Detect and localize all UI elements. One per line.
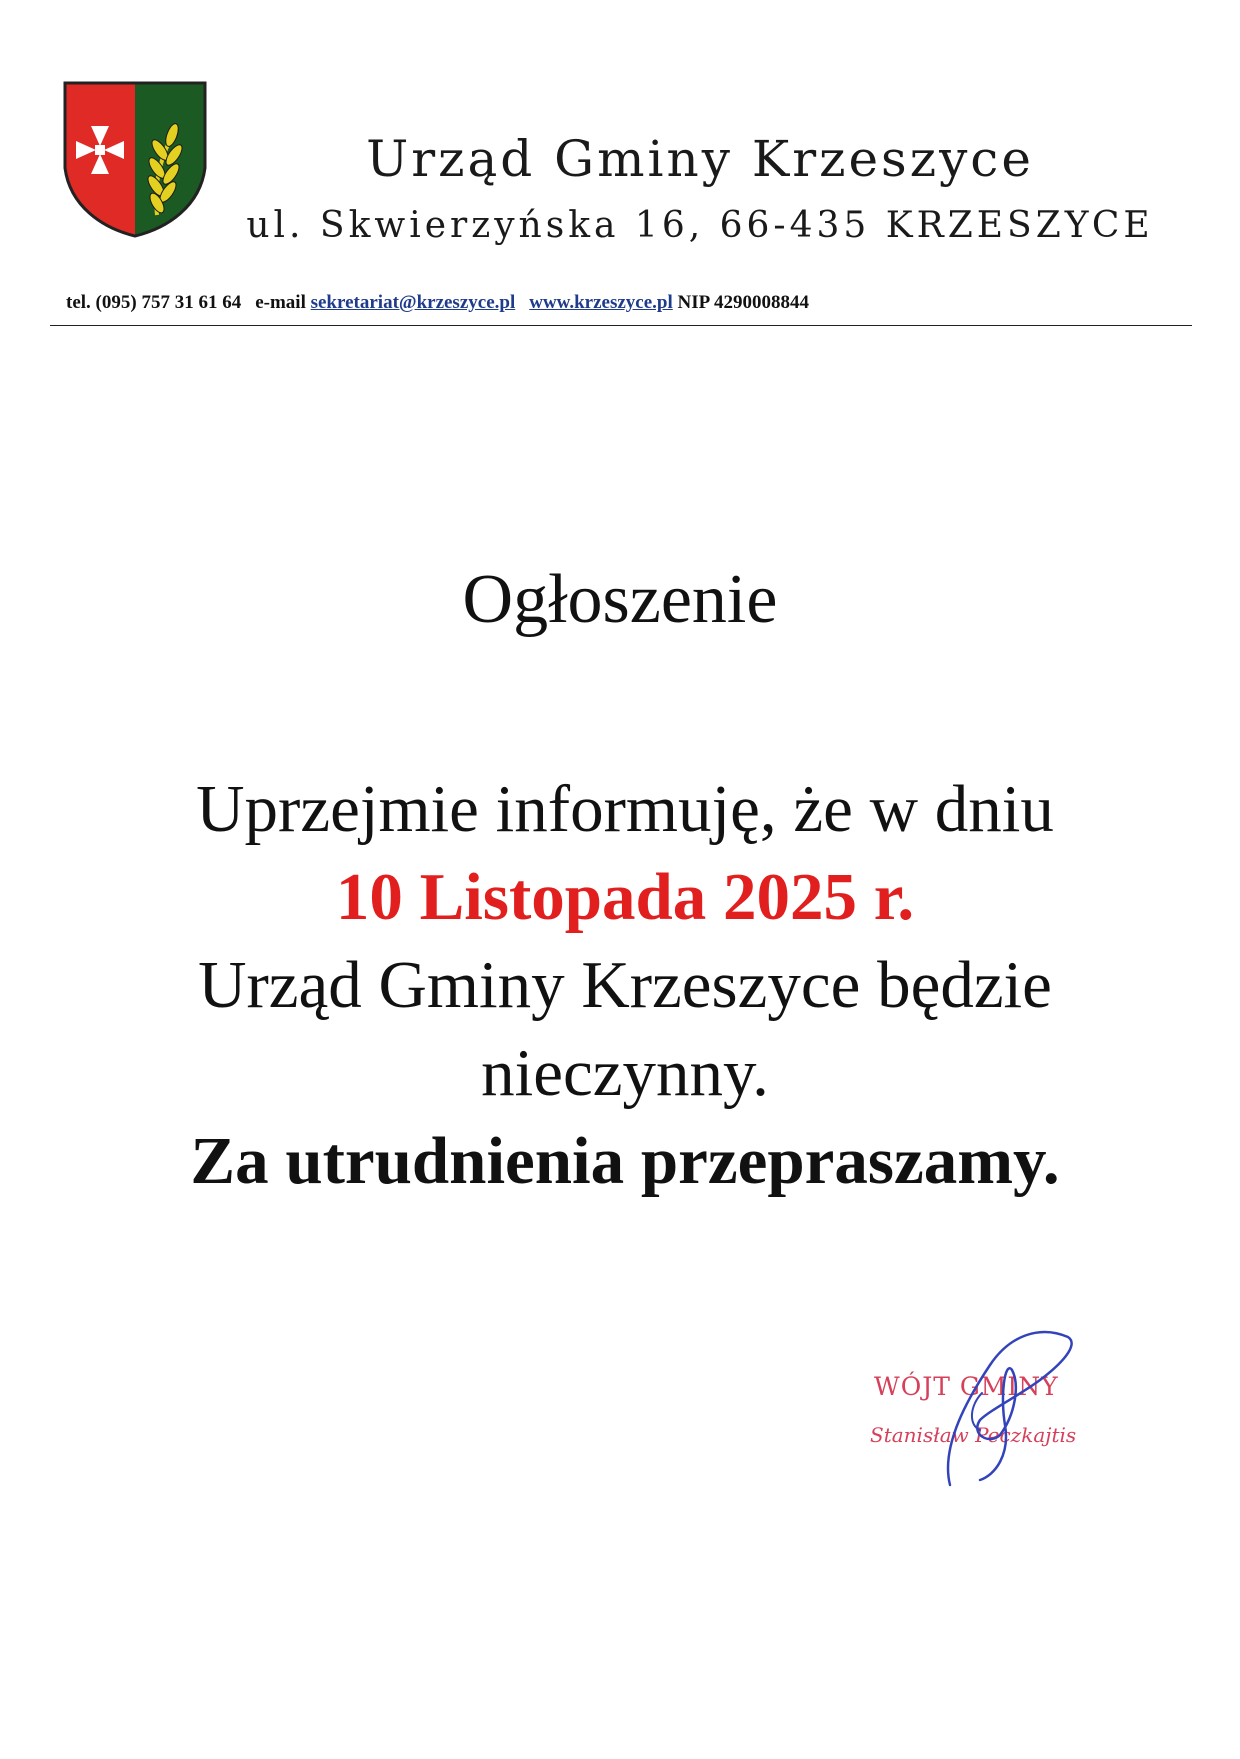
- organization-name: Urząd Gminy Krzeszyce: [366, 130, 1034, 188]
- signature-icon: [930, 1325, 1090, 1495]
- notice-line-3: nieczynny.: [481, 1036, 769, 1110]
- notice-line-1: Uprzejmie informuję, że w dniu: [196, 772, 1054, 846]
- email-link[interactable]: sekretariat@krzeszyce.pl: [310, 292, 516, 313]
- notice-date: 10 Listopada 2025 r.: [335, 860, 915, 934]
- notice-heading: Ogłoszenie: [462, 561, 778, 638]
- header-divider: [50, 325, 1192, 326]
- contact-line: [66, 292, 809, 314]
- notice-closing: Za utrudnienia przepraszamy.: [190, 1124, 1060, 1198]
- notice-line-2: Urząd Gminy Krzeszyce będzie: [198, 948, 1052, 1022]
- email-label: e-mail: [255, 292, 306, 313]
- coat-of-arms-icon: [62, 80, 208, 238]
- website-link[interactable]: www.krzeszyce.pl: [529, 292, 673, 313]
- stamp-name: Stanisław Peczkajtis: [870, 1423, 1077, 1447]
- nip-number: NIP 4290008844: [677, 292, 809, 313]
- organization-address: ul. Skwierzyńska 16, 66-435 KRZESZYCE: [246, 205, 1154, 246]
- phone-number: tel. (095) 757 31 61 64: [66, 292, 242, 313]
- stamp-title: WÓJT GMINY: [874, 1372, 1059, 1401]
- notice-body: [70, 765, 1180, 1205]
